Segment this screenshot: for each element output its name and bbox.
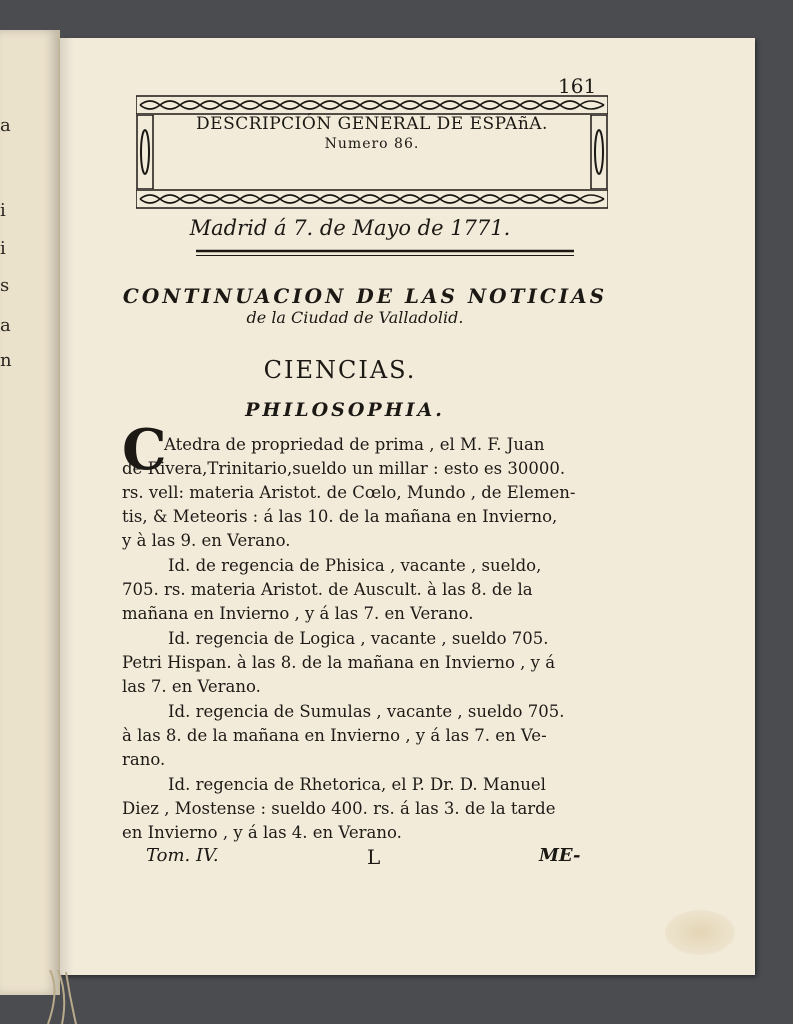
text-line: en Invierno , y á las 4. en Verano. [122,823,402,842]
header-ornament-box [136,95,608,209]
ornament-border-top [136,95,608,115]
text-line: de Rivera,Trinitario,sueldo un millar : esto es 30000. [122,459,566,478]
text-line: à las 8. de la mañana en Invierno , y á las 7. en Ve- [122,726,547,745]
ornament-border-bottom [136,189,608,209]
left-fragment: s [0,275,10,296]
left-fragment: a [0,115,11,136]
page-shadow [60,38,74,975]
text-line: mañana en Invierno , y á las 7. en Verano. [122,604,474,623]
page-number: 161 [558,74,597,98]
binding-thread [40,970,85,1024]
text-line: Id. regencia de Sumulas , vacante , sueldo 705. [168,702,565,721]
text-line: rs. vell: materia Aristot. de Cœlo, Mundo , de Elemen- [122,483,576,502]
left-fragment: n [0,350,12,371]
continuation-subtitle: de la Ciudad de Valladolid. [246,308,464,327]
header-issue-number: Numero 86. [324,136,420,152]
text-line: Id. de regencia de Phisica , vacante , sueldo, [168,556,542,575]
header-title: DESCRIPCIÓN GENERAL DE ESPAñA. [196,114,548,134]
left-page-edge [0,30,60,995]
double-rule-divider [196,248,574,258]
text-line: las 7. en Verano. [122,677,261,696]
text-line: 705. rs. materia Aristot. de Auscult. à las 8. de la [122,580,533,599]
left-fragment: i [0,200,6,221]
footer-volume: Tom. IV. [146,845,219,866]
footer-signature-mark: L [367,845,381,869]
text-line: Id. regencia de Rhetorica, el P. Dr. D. Manuel [168,775,546,794]
text-line: Id. regencia de Logica , vacante , sueldo 705. [168,629,549,648]
book-page [60,38,755,975]
dateline: Madrid á 7. de Mayo de 1771. [189,216,511,240]
footer-catchword: ME- [539,845,581,866]
left-fragment: i [0,238,6,259]
text-line: Atedra de propriedad de prima , el M. F. Juan [164,435,545,454]
text-line: y à las 9. en Verano. [122,531,291,550]
text-line: Petri Hispan. à las 8. de la mañana en Invierno , y á [122,653,556,672]
text-line: rano. [122,750,166,769]
text-line: Diez , Mostense : sueldo 400. rs. á las 3. de la tarde [122,799,556,818]
text-line: tis, & Meteoris : á las 10. de la mañana en Invierno, [122,507,558,526]
drop-cap: C [122,417,167,483]
continuation-title: CONTINUACION DE LAS NOTICIAS [122,284,608,308]
subsection-heading: PHILOSOPHIA. [245,399,445,421]
paper-stain [665,910,735,955]
section-heading: CIENCIAS. [263,356,417,384]
left-fragment: a [0,315,11,336]
